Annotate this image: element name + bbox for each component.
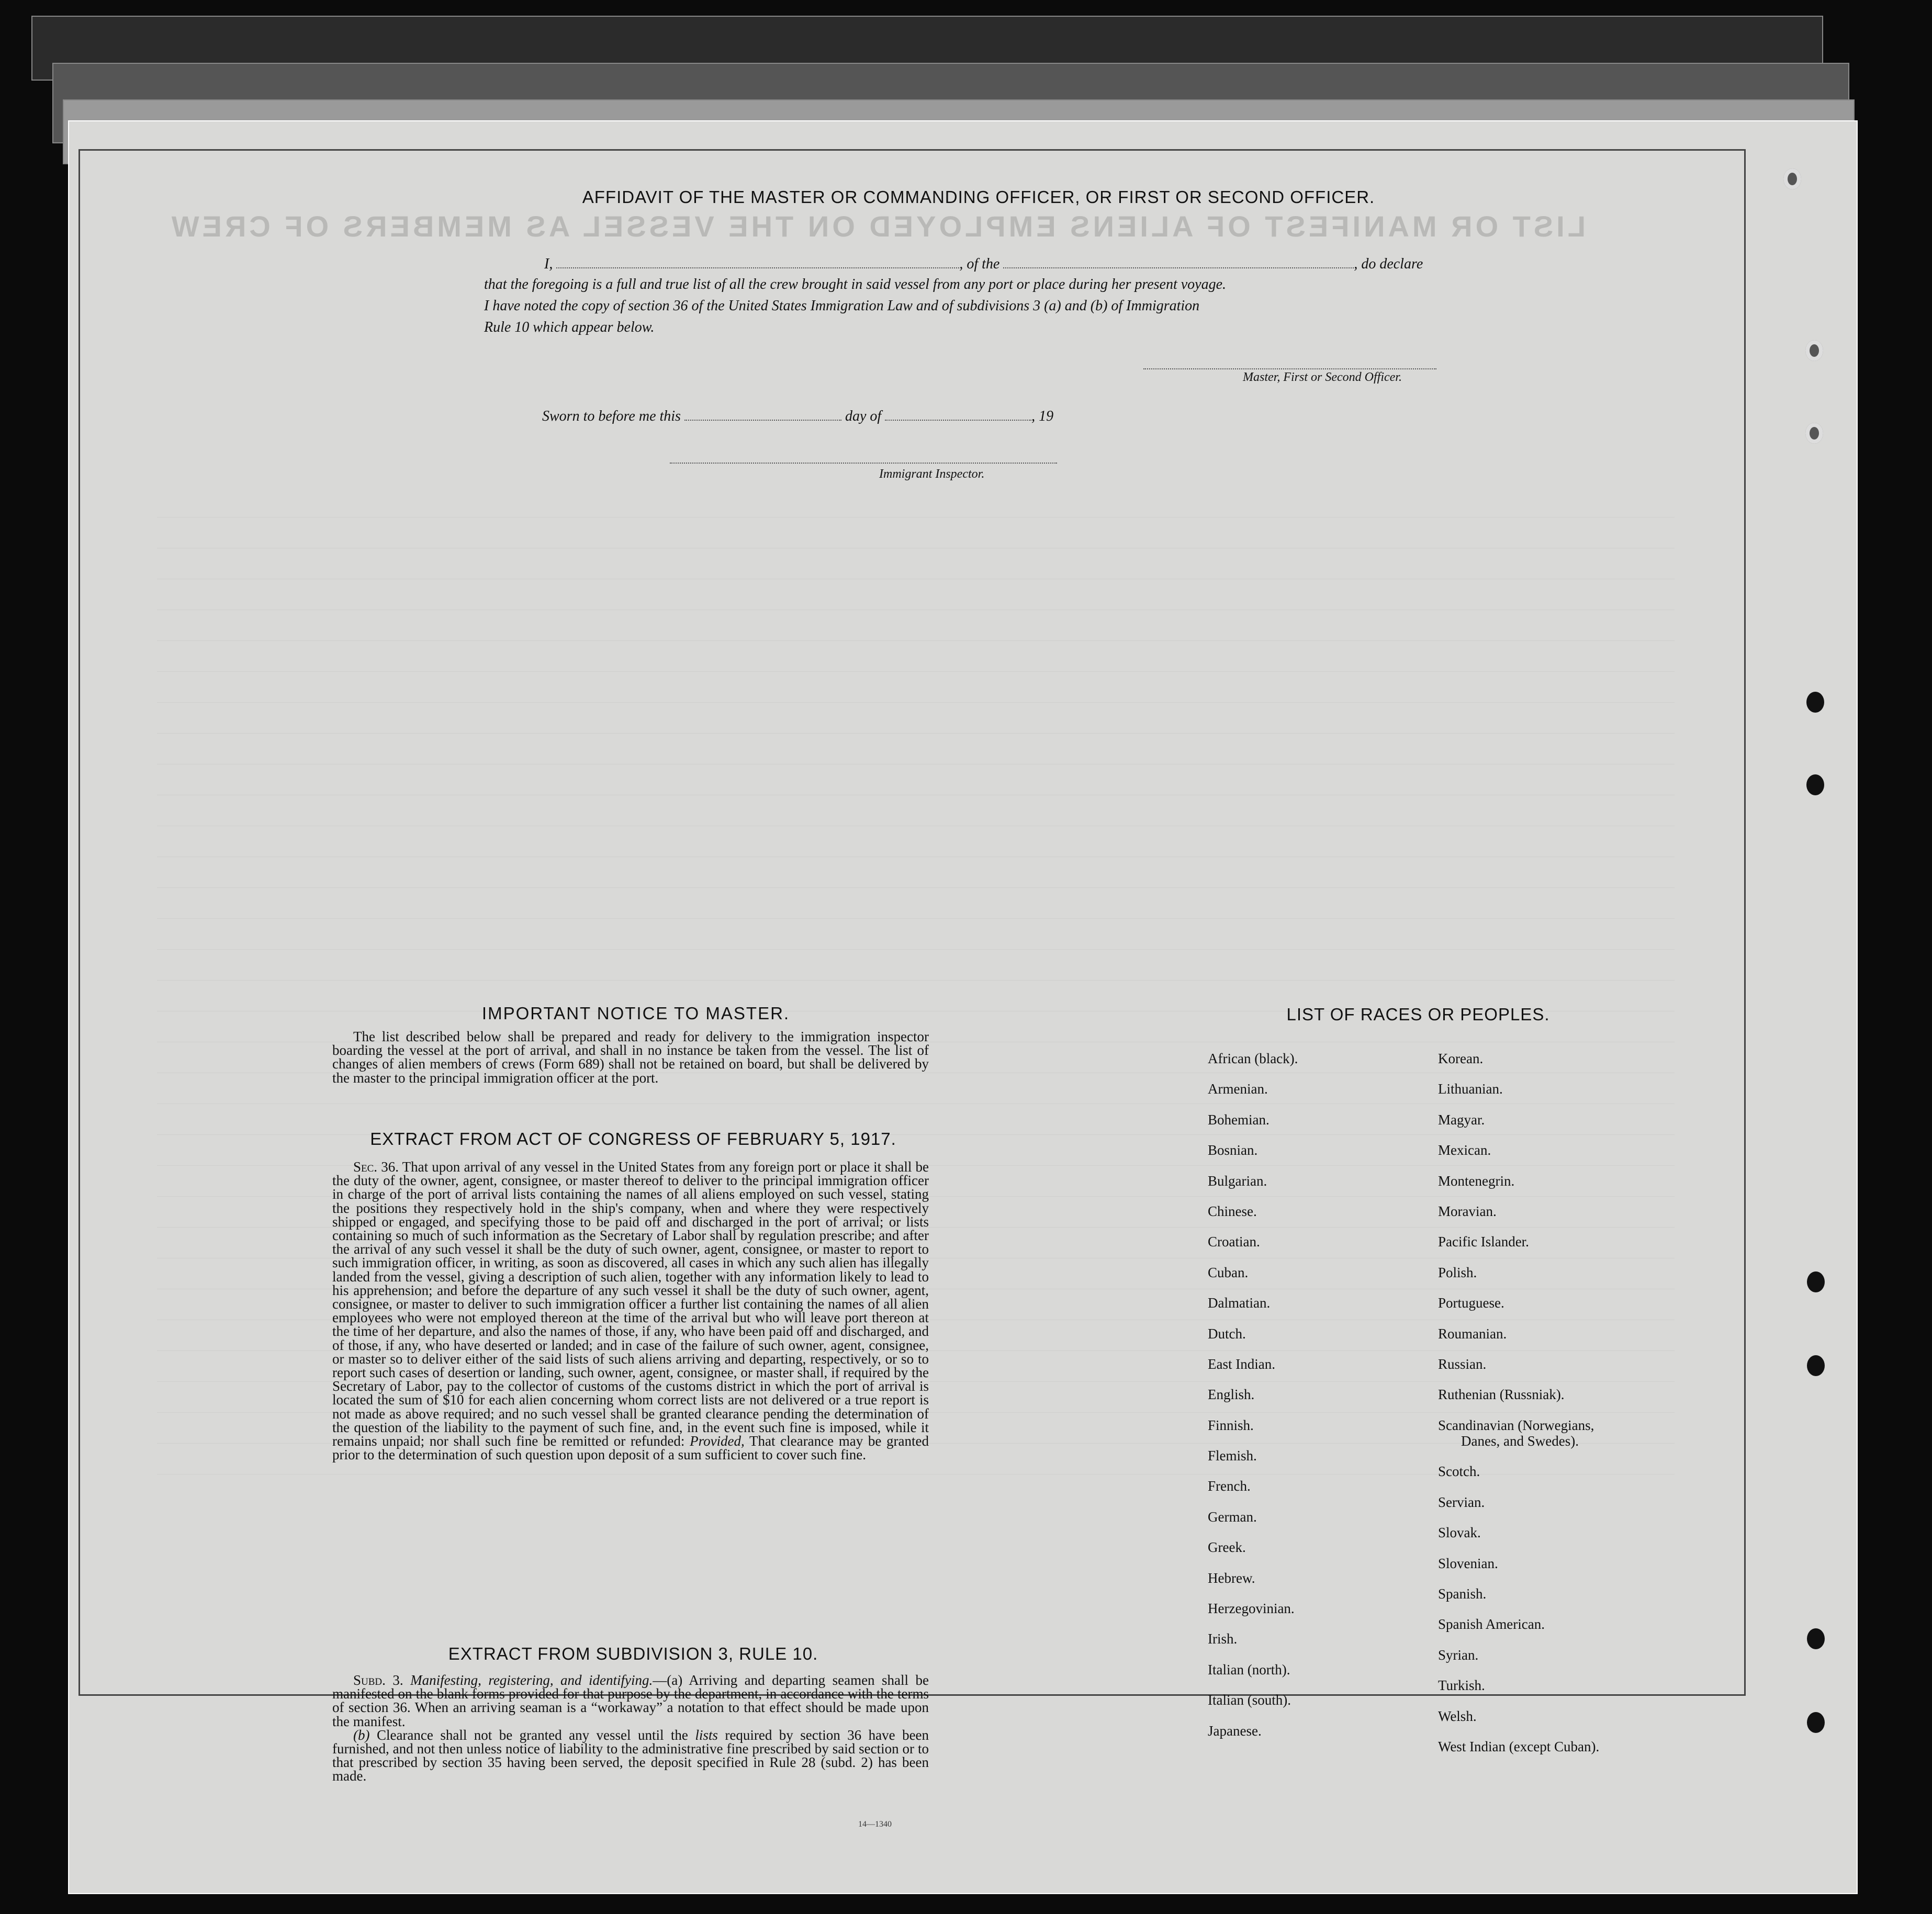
race-item: Scotch. xyxy=(1438,1463,1480,1480)
race-item: Dalmatian. xyxy=(1208,1295,1271,1311)
bleed-through-row xyxy=(157,888,1675,919)
bleed-through-row xyxy=(157,919,1675,950)
race-item: Polish. xyxy=(1438,1264,1477,1280)
race-item: Flemish. xyxy=(1208,1448,1257,1464)
race-item: Welsh. xyxy=(1438,1708,1477,1724)
race-item: Scandinavian (Norwegians, xyxy=(1438,1417,1594,1433)
race-item: Italian (north). xyxy=(1208,1661,1290,1677)
race-item: Syrian. xyxy=(1438,1647,1479,1663)
race-item: Mexican. xyxy=(1438,1142,1491,1158)
binder-hole-icon xyxy=(1807,1712,1825,1733)
bleed-through-row xyxy=(157,703,1675,734)
master-signature-label: Master, First or Second Officer. xyxy=(1243,370,1402,384)
bleed-through-row xyxy=(157,950,1675,981)
race-item: English. xyxy=(1208,1387,1255,1403)
bleed-through-header: LIST OR MANIFEST OF ALIENS EMPLOYED ON THE VESSEL AS MEMBERS OF CREW xyxy=(168,210,1586,243)
inspector-signature-blank xyxy=(670,450,1057,464)
affidavit-line-2: that the foregoing is a full and true list of all the crew brought in said vessel from any port or place during her present voyage. xyxy=(484,276,1227,292)
bleed-through-row xyxy=(157,517,1675,548)
bleed-through-row xyxy=(157,795,1675,826)
bleed-through-row xyxy=(157,548,1675,579)
subdivision-heading: Manifesting, registering, and identifying. xyxy=(410,1672,653,1688)
race-item: Montenegrin. xyxy=(1438,1173,1515,1189)
affidavit-declare: , do declare xyxy=(1354,256,1423,272)
race-item: Japanese. xyxy=(1208,1722,1262,1739)
extract-rule-text xyxy=(332,1673,929,1783)
race-item: Bosnian. xyxy=(1208,1142,1258,1158)
paragraph-b-start: Clearance shall not be granted any vessel until the xyxy=(376,1727,688,1743)
race-item: Chinese. xyxy=(1208,1203,1257,1219)
notice-title: IMPORTANT NOTICE TO MASTER. xyxy=(481,1004,790,1023)
subdivision-label: Subd. 3. xyxy=(353,1672,403,1688)
race-item: Finnish. xyxy=(1208,1417,1254,1433)
provided-word: Provided, xyxy=(690,1433,745,1449)
race-item: Pacific Islander. xyxy=(1438,1234,1529,1250)
race-item: Danes, and Swedes). xyxy=(1461,1433,1579,1449)
affidavit-of-the: , of the xyxy=(959,256,1000,272)
section-36-text-end: That clearance may be granted prior to the determination of such question upon deposit of a sum sufficient to cover such fine. xyxy=(332,1433,929,1463)
sworn-month-blank xyxy=(885,407,1031,421)
bleed-through-row xyxy=(157,672,1675,703)
extract-act-text xyxy=(332,1160,929,1461)
extract-act-title: EXTRACT FROM ACT OF CONGRESS OF FEBRUARY 5, 1917. xyxy=(370,1129,896,1149)
race-item: Korean. xyxy=(1438,1051,1484,1066)
paragraph-a: —(a) Arriving and departing seamen shall be manifested on the blank forms provided for that purpose by the department, in accordance with the terms of section 36. When an arriving seaman is a “workaway” a notation to that effect should be made upon the manifest. xyxy=(332,1672,929,1729)
affidavit-line-4: Rule 10 which appear below. xyxy=(484,319,655,335)
sworn-label: Sworn to before me this xyxy=(542,408,681,424)
sworn-line xyxy=(542,407,1053,425)
notice-paragraph xyxy=(332,1030,929,1085)
race-item: Slovak. xyxy=(1438,1525,1481,1541)
inspector-signature-label: Immigrant Inspector. xyxy=(879,467,985,481)
bleed-through-row xyxy=(157,610,1675,641)
race-item: Portuguese. xyxy=(1438,1295,1504,1311)
master-signature-blank xyxy=(1143,356,1436,369)
race-item: Lithuanian. xyxy=(1438,1081,1503,1097)
race-item: Greek. xyxy=(1208,1539,1246,1556)
race-item: Armenian. xyxy=(1208,1081,1268,1097)
bleed-through-row xyxy=(157,487,1675,517)
binder-hole-icon xyxy=(1783,168,1801,189)
races-title: LIST OF RACES OR PEOPLES. xyxy=(1286,1005,1550,1024)
binder-hole-icon xyxy=(1806,692,1824,713)
year-label: , 19 xyxy=(1031,408,1054,424)
race-item: Hebrew. xyxy=(1208,1570,1255,1586)
race-item: Slovenian. xyxy=(1438,1555,1498,1571)
form-code: 14—1340 xyxy=(858,1820,892,1829)
race-item: East Indian. xyxy=(1208,1356,1275,1372)
race-item: Roumanian. xyxy=(1438,1325,1507,1342)
affidavit-declaration-line xyxy=(544,255,1423,273)
bleed-through-row xyxy=(157,857,1675,888)
day-of-label: day of xyxy=(845,408,882,424)
binder-hole-icon xyxy=(1807,1355,1825,1376)
race-item: Bohemian. xyxy=(1208,1111,1270,1128)
race-item: Moravian. xyxy=(1438,1203,1497,1219)
race-item: Irish. xyxy=(1208,1631,1238,1647)
race-item: Bulgarian. xyxy=(1208,1173,1267,1189)
race-item: Cuban. xyxy=(1208,1264,1249,1280)
bleed-through-row xyxy=(157,826,1675,857)
vessel-blank xyxy=(1003,255,1354,268)
race-item: Spanish. xyxy=(1438,1586,1487,1602)
section-36-text: That upon arrival of any vessel in the United States from any foreign port or place it shall be the duty of the owner, agent, consignee, or master thereof to deliver to the principal immigration officer in charge of the port of arrival lists containing the names of all aliens employed on such vessel, stating the positions they respectively hold in the ship's company, when and where they were respectively shipped or engaged, and specifying those to be paid off and discharged in the port of arrival; or lists containing so much of such information as the Secretary of Labor shall by regulation prescribe; and after the arrival of any such vessel it shall be the duty of such owner, agent, consignee, or master to report to such immigration officer, in writing, as soon as discovered, all cases in which any such alien has illegally landed from the vessel, giving a description of such alien, together with any information likely to lead to his apprehension; and before the departure of any such vessel it shall be the duty of such owner, agent, consignee, or master to deliver to such immigration officer a further list containing the names of all alien employees who were not employed thereon at the time of the arrival but who will leave port thereon at the time of her departure, and also the names of those, if any, who have been paid off and discharged, and of those, if any, who have deserted or landed; and in case of the failure of such owner, agent, consignee, or master so to deliver either of the said lists of such aliens arriving and departing, respectively, or so to report such cases of desertion or landing, such owner, agent, consignee, or master shall, if required by the Secretary of Labor, pay to the collector of customs of the customs district in which the port of arrival is located the sum of $10 for each alien concerning whom correct lists are not delivered or a true report is not made as above required; and no such vessel shall be granted clearance pending the determination of the question of the liability to the payment of such fine, and, in the event such fine is imposed, while it remains unpaid; nor shall such fine be remitted or refunded: xyxy=(332,1159,929,1449)
races-right-column xyxy=(1438,1051,1599,1769)
binder-hole-icon xyxy=(1807,1271,1825,1292)
affidavit-title: AFFIDAVIT OF THE MASTER OR COMMANDING OFFICER, OR FIRST OR SECOND OFFICER. xyxy=(582,187,1375,207)
race-item: German. xyxy=(1208,1508,1257,1525)
race-item: French. xyxy=(1208,1478,1251,1494)
binder-hole-icon xyxy=(1806,774,1824,795)
bleed-through-row xyxy=(157,579,1675,610)
race-item: West Indian (except Cuban). xyxy=(1438,1738,1600,1754)
bleed-through-row xyxy=(157,734,1675,764)
affidavit-i: I, xyxy=(544,256,553,272)
paragraph-b-end: required by section 36 have been furnished, and not then unless notice of liability to the administrative fine prescribed by said section or to that prescribed by section 35 having been served, the deposit specified in Rule 28 (subd. 2) has been made. xyxy=(332,1727,929,1784)
race-item: African (black). xyxy=(1208,1051,1298,1066)
race-item: Magyar. xyxy=(1438,1111,1485,1128)
binder-hole-icon xyxy=(1805,423,1823,444)
binder-hole-icon xyxy=(1805,340,1823,361)
race-item: Ruthenian (Russniak). xyxy=(1438,1387,1565,1403)
race-item: Russian. xyxy=(1438,1356,1487,1372)
race-item: Servian. xyxy=(1438,1494,1485,1510)
affidavit-line-3: I have noted the copy of section 36 of the United States Immigration Law and of subdivisions 3 (a) and (b) of Immigration xyxy=(484,298,1200,314)
race-item: Croatian. xyxy=(1208,1234,1260,1250)
section-label: Sec. 36. xyxy=(353,1159,399,1175)
binder-hole-icon xyxy=(1807,1628,1825,1649)
race-item: Herzegovinian. xyxy=(1208,1601,1295,1617)
race-item: Italian (south). xyxy=(1208,1692,1291,1708)
races-left-column xyxy=(1208,1051,1298,1753)
lists-word: lists xyxy=(695,1727,718,1743)
notice-text: The list described below shall be prepared and ready for delivery to the immigration inspector boarding the vessel at the port of arrival, and shall in no instance be taken from the vessel. The list of changes of alien members of crews (Form 689) shall not be retained on board, but shall be delivered by the master to the principal immigration officer at the port. xyxy=(332,1029,929,1086)
extract-rule-title: EXTRACT FROM SUBDIVISION 3, RULE 10. xyxy=(448,1644,818,1663)
bleed-through-row xyxy=(157,641,1675,672)
name-blank xyxy=(556,255,959,268)
bleed-through-row xyxy=(157,764,1675,795)
race-item: Dutch. xyxy=(1208,1325,1246,1342)
paragraph-b-label: (b) xyxy=(353,1727,370,1743)
race-item: Spanish American. xyxy=(1438,1616,1545,1632)
sworn-day-blank xyxy=(684,407,841,421)
race-item: Turkish. xyxy=(1438,1677,1485,1694)
